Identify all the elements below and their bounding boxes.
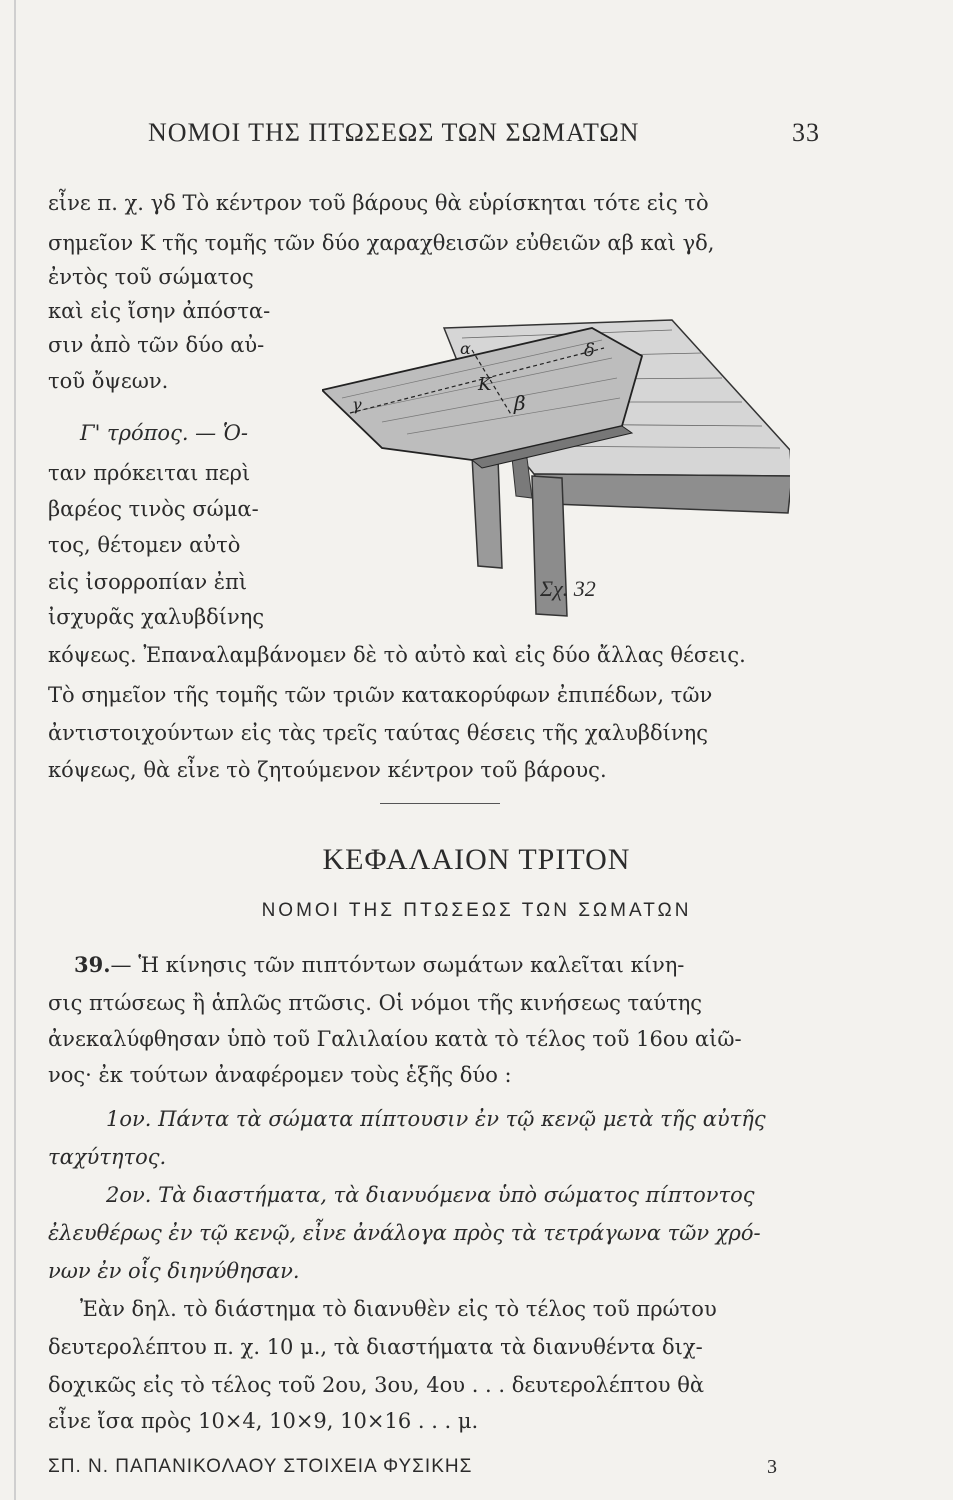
text-line: βαρέος τινὸς σώμα- <box>48 497 259 521</box>
page-number: 33 <box>792 118 820 147</box>
figure-label-K: Κ <box>478 374 492 395</box>
table-leg <box>472 456 502 568</box>
section-separator-rule <box>380 803 500 804</box>
text-line: ἀντιστοιχούντων εἰς τὰς τρεῖς ταύτας θέσεις τῆς χαλυβδίνης <box>48 721 708 745</box>
figure-label-gamma: γ <box>352 395 362 414</box>
text-line: δοχικῶς εἰς τὸ τέλος τοῦ 2ου, 3ου, 4ου . . . δευτερολέπτου θὰ <box>48 1373 705 1397</box>
text-line: εἰς ἰσορροπίαν ἐπὶ <box>48 570 248 594</box>
text-line: ταν πρόκειται περὶ <box>48 461 251 485</box>
text-line: κόψεως, θὰ εἶνε τὸ ζητούμενον κέντρον τοῦ βάρους. <box>48 758 607 782</box>
table-front <box>534 474 790 513</box>
text-line: σημεῖον Κ τῆς τομῆς τῶν δύο χαραχθεισῶν εὐθειῶν αβ καὶ γδ, <box>48 231 715 255</box>
text-line: καὶ εἰς ἴσην ἀπόστα- <box>48 299 271 323</box>
chapter-title: ΚΕΦΑΛΑΙΟΝ ΤΡΙΤΟΝ <box>322 843 631 876</box>
chapter-subtitle: ΝΟΜΟΙ ΤΗΣ ΠΤΩΣΕΩΣ ΤΩΝ ΣΩΜΑΤΩΝ <box>261 900 692 921</box>
text-line: εἶνε π. χ. γδ Τὸ κέντρον τοῦ βάρους θὰ εὑρίσκηται τότε εἰς τὸ <box>48 191 709 215</box>
section-number: 39. <box>74 952 111 977</box>
text-line: νων ἐν οἷς διηνύθησαν. <box>48 1259 300 1283</box>
text-line: τος, θέτομεν αὐτὸ <box>48 533 241 557</box>
footer-text: ΣΠ. Ν. ΠΑΠΑΝΙΚΟΛΑΟΥ ΣΤΟΙΧΕΙΑ ΦΥΣΙΚΗΣ <box>48 1456 473 1477</box>
running-header <box>148 118 820 148</box>
text-line: ἐλευθέρως ἐν τῷ κενῷ, εἶνε ἀνάλογα πρὸς τὰ τετράγωνα τῶν χρό- <box>48 1221 761 1245</box>
text-line: τοῦ ὄψεων. <box>48 369 169 393</box>
figure-label-beta: β <box>514 391 526 415</box>
text-line: νος· ἐκ τούτων ἀναφέρομεν τοὺς ἑξῆς δύο : <box>48 1063 512 1087</box>
text-line: 1ον. Πάντα τὰ σώματα πίπτουσιν ἐν τῷ κενῷ μετὰ τῆς αὐτῆς <box>106 1107 766 1131</box>
section-line-text: — Ἡ κίνησις τῶν πιπτόντων σωμάτων καλεῖται κίνη- <box>110 953 685 977</box>
text-line: Γ' τρόπος. — Ὁ- <box>80 421 248 445</box>
text-line: ἀνεκαλύφθησαν ὑπὸ τοῦ Γαλιλαίου κατὰ τὸ τέλος τοῦ 16ου αἰῶ- <box>48 1027 742 1051</box>
text-line: δευτερολέπτου π. χ. 10 μ., τὰ διαστήματα τὰ διανυθέντα διχ- <box>48 1335 703 1359</box>
text-line: Ἐὰν δηλ. τὸ διάστημα τὸ διανυθὲν εἰς τὸ τέλος τοῦ πρώτου <box>80 1297 717 1321</box>
text-line: Τὸ σημεῖον τῆς τομῆς τῶν τριῶν κατακορύφων ἐπιπέδων, τῶν <box>48 683 713 707</box>
figure-caption: Σχ. 32 <box>540 576 596 601</box>
page-footer <box>48 1456 778 1478</box>
text-line: 2ον. Τὰ διαστήματα, τὰ διανυόμενα ὑπὸ σώματος πίπτοντος <box>106 1183 755 1207</box>
text-line: ταχύτητος. <box>48 1145 167 1169</box>
text-line: κόψεως. Ἐπαναλαμβάνομεν δὲ τὸ αὐτὸ καὶ εἰς δύο ἄλλας θέσεις. <box>48 643 746 667</box>
signature-mark: 3 <box>767 1456 778 1478</box>
page-edge-rule <box>14 0 16 1500</box>
text-line: εἶνε ἴσα πρὸς 10×4, 10×9, 10×16 . . . μ. <box>48 1409 479 1433</box>
figure-label-alpha: α <box>460 339 471 358</box>
header-title: ΝΟΜΟΙ ΤΗΣ ΠΤΩΣΕΩΣ ΤΩΝ ΣΩΜΑΤΩΝ <box>148 118 640 147</box>
text-line: ἐντὸς τοῦ σώματος <box>48 265 254 289</box>
figure-label-delta: δ <box>584 340 595 361</box>
text-line <box>74 950 824 980</box>
text-line: σιν ἀπὸ τῶν δύο αὐ- <box>48 333 265 357</box>
text-line: σις πτώσεως ἢ ἁπλῶς πτῶσις. Οἱ νόμοι τῆς κινήσεως ταύτης <box>48 991 703 1015</box>
text-line: ἰσχυρᾶς χαλυβδίνης <box>48 605 265 629</box>
